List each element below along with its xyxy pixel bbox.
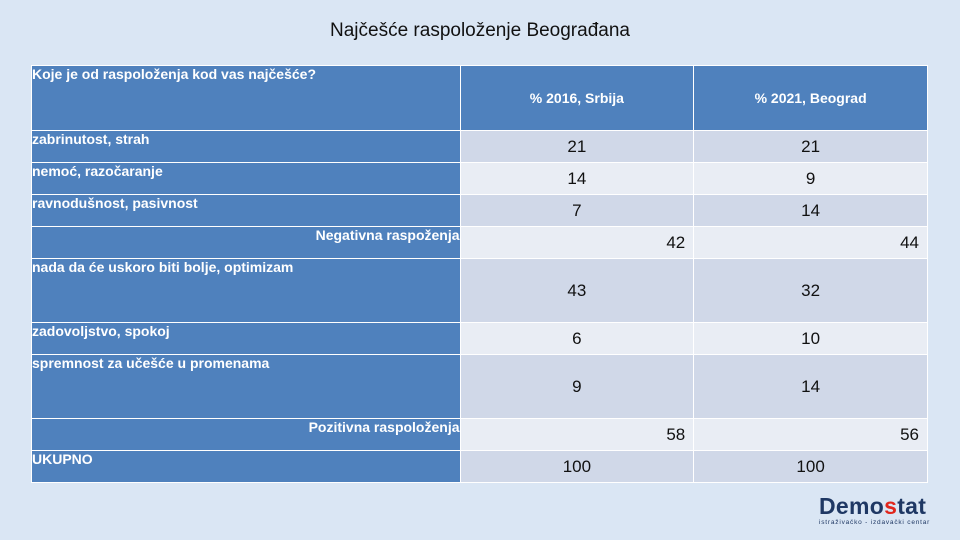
row-label: nemoć, razočaranje [32,163,461,195]
table-body [32,131,928,483]
value-2021: 32 [694,259,928,323]
row-label: Pozitivna raspoloženja [32,419,461,451]
value-2016: 14 [460,163,694,195]
header-question: Koje je od raspoloženja kod vas najčešće? [32,66,461,131]
row-label: nada da će uskoro biti bolje, optimizam [32,259,461,323]
row-label: Negativna raspoženja [32,227,461,259]
value-2016: 6 [460,323,694,355]
value-2016: 9 [460,355,694,419]
logo-part1: Demo [819,493,885,519]
table-row [32,323,928,355]
row-label: spremnost za učešće u promenama [32,355,461,419]
value-2016: 58 [460,419,694,451]
table-row [32,131,928,163]
value-2021: 10 [694,323,928,355]
table-row [32,163,928,195]
value-2016: 100 [460,451,694,483]
value-2021: 9 [694,163,928,195]
value-2021: 100 [694,451,928,483]
table-row [32,355,928,419]
mood-table [31,65,928,483]
header-col-2016: % 2016, Srbija [460,66,694,131]
logo-part3: tat [897,493,927,519]
logo-accent-letter: s [884,493,898,519]
table-row [32,195,928,227]
value-2016: 43 [460,259,694,323]
value-2021: 14 [694,355,928,419]
subtotal-row [32,227,928,259]
row-label: zabrinutost, strah [32,131,461,163]
logo-tagline: istraživačko - izdavački centar [819,519,931,526]
header-col-2021: % 2021, Beograd [694,66,928,131]
value-2021: 44 [694,227,928,259]
value-2016: 21 [460,131,694,163]
row-label: ravnodušnost, pasivnost [32,195,461,227]
subtotal-row [32,419,928,451]
value-2016: 7 [460,195,694,227]
table-row [32,259,928,323]
logo-wordmark [819,494,937,518]
row-label: UKUPNO [32,451,461,483]
value-2016: 42 [460,227,694,259]
page-title: Najčešće raspoloženje Beograđana [330,20,630,41]
demostat-logo [819,494,937,526]
value-2021: 14 [694,195,928,227]
table-header-row [32,66,928,131]
value-2021: 21 [694,131,928,163]
value-2021: 56 [694,419,928,451]
table-row [32,451,928,483]
row-label: zadovoljstvo, spokoj [32,323,461,355]
